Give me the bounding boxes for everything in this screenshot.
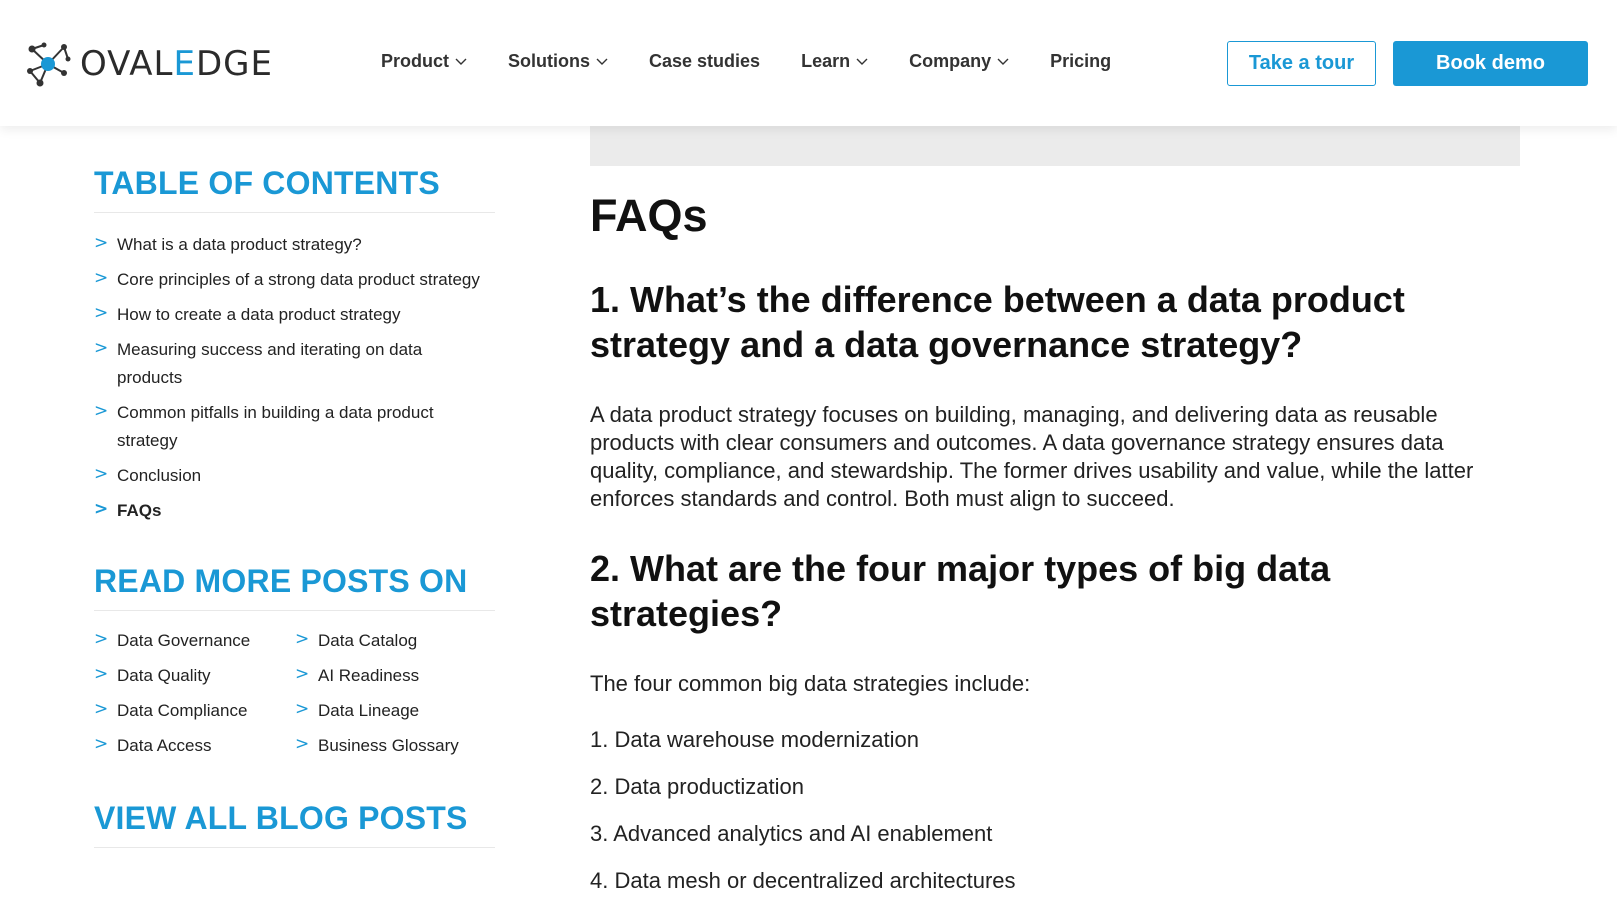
chevron-right-icon: > [295,629,310,649]
read-more-heading: READ MORE POSTS ON [94,563,495,611]
chevron-right-icon: > [94,699,109,719]
faq-answer-2-list [590,726,1520,895]
book-demo-button[interactable]: Book demo [1393,41,1588,86]
topic-link[interactable]: > Data Access [94,734,212,755]
ovaledge-logo[interactable] [24,38,273,90]
faq-heading: FAQs [590,190,708,241]
toc-heading: TABLE OF CONTENTS [94,165,495,213]
topic-link[interactable]: > Business Glossary [295,734,459,755]
nav-case-studies[interactable]: Case studies [649,50,761,71]
view-all-posts-link[interactable]: VIEW ALL BLOG POSTS [94,800,495,848]
nav-learn[interactable]: Learn [801,48,868,74]
topic-link[interactable]: > Data Quality [94,664,211,685]
chevron-down-icon [997,55,1009,67]
faq-answer-1: A data product strategy focuses on building, managing, and delivering data as reusable products with clear consumers and outcomes. A data governance strategy ensures data quality, compliance, and stewardship. The former drives usability and value, while the latter enforces standards and control. Both must align to succeed. [590,402,1474,511]
article-content [590,188,1520,914]
chevron-right-icon: > [94,734,109,754]
topic-link[interactable]: > AI Readiness [295,664,420,685]
chevron-right-icon: > [94,499,109,519]
nav-solutions[interactable]: Solutions [508,48,608,74]
faq-answer-2-intro: The four common big data strategies include: [590,671,1031,696]
topic-link[interactable]: > Data Compliance [94,699,248,720]
take-a-tour-button[interactable]: Take a tour [1227,41,1376,86]
sidebar [94,165,495,848]
chevron-right-icon: > [94,338,109,358]
toc-item[interactable]: > Common pitfalls in building a data product strategy [94,401,434,450]
toc-item[interactable]: > Conclusion [94,464,202,485]
chevron-right-icon: > [295,734,310,754]
brand-name: OVALEDGE [80,44,273,84]
chevron-right-icon: > [295,699,310,719]
chevron-right-icon: > [94,464,109,484]
chevron-down-icon [455,55,467,67]
nav-pricing[interactable]: Pricing [1050,50,1112,71]
chevron-right-icon: > [94,629,109,649]
network-logo-icon [24,39,72,89]
chevron-right-icon: > [94,268,109,288]
topic-link[interactable]: > Data Governance [94,629,251,650]
topic-link[interactable]: > Data Catalog [295,629,418,650]
chevron-right-icon: > [94,233,109,253]
nav-company[interactable]: Company [909,48,1009,74]
faq-question-1: 1. What’s the difference between a data product strategy and a data governance strategy? [590,279,1405,365]
chevron-right-icon: > [94,401,109,421]
topic-links [94,627,495,760]
toc-item[interactable]: > How to create a data product strategy [94,303,401,324]
chevron-right-icon: > [94,303,109,323]
main-nav [381,48,1152,74]
chevron-down-icon [856,55,868,67]
topic-link[interactable]: > Data Lineage [295,699,420,720]
toc-list [94,231,495,525]
site-header [0,0,1617,126]
toc-item[interactable]: > Measuring success and iterating on data products [94,338,423,387]
nav-product[interactable]: Product [381,48,467,74]
chevron-right-icon: > [295,664,310,684]
article-image-placeholder [590,126,1520,166]
list-item: 3. Advanced analytics and AI enablement [590,821,993,846]
list-item: 2. Data productization [590,774,805,799]
chevron-right-icon: > [94,664,109,684]
chevron-down-icon [596,55,608,67]
faq-question-2: 2. What are the four major types of big data strategies? [590,548,1331,634]
toc-item[interactable]: > Core principles of a strong data product strategy [94,268,480,289]
list-item: 4. Data mesh or decentralized architectures [590,868,1016,893]
toc-item[interactable]: > What is a data product strategy? [94,233,362,254]
list-item: 1. Data warehouse modernization [590,727,919,752]
toc-item-active[interactable]: > FAQs [94,499,162,520]
